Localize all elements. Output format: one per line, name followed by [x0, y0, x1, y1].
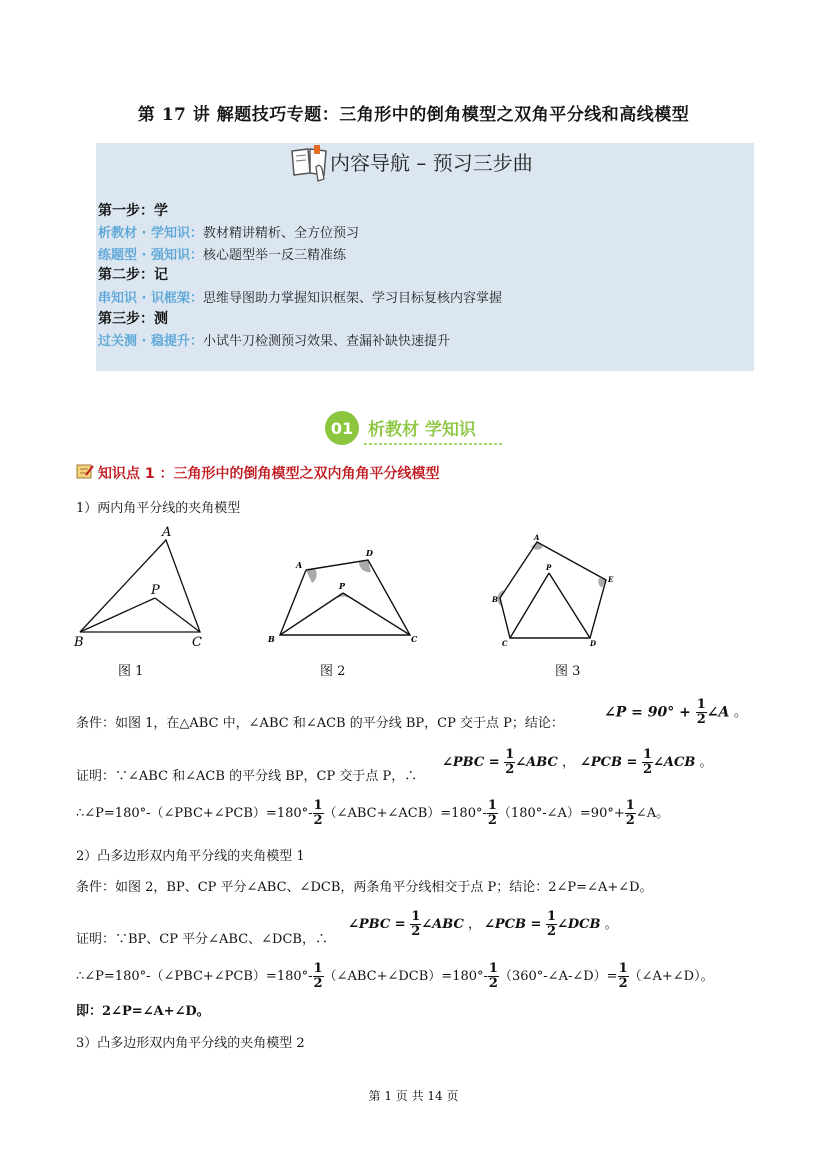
frac-num: 1: [505, 747, 515, 762]
page-title: 第 17 讲 解题技巧专题：三角形中的倒角模型之双角平分线和高线模型: [137, 105, 690, 125]
line-5: 证明：∵BP、CP 平分∠ABC、∠DCB，∴: [76, 932, 328, 947]
frac-den: 2: [313, 976, 323, 991]
section-badge: [322, 410, 512, 454]
l6-a: ∴∠P=180°-（∠PBC+∠PCB）=180°-: [76, 969, 313, 984]
frac-num: 1: [411, 909, 421, 924]
knowledge-point-title: 知识点 1 ：三角形中的倒角模型之双内角角平分线模型: [98, 466, 440, 482]
frac-den: 2: [618, 976, 628, 991]
frac-den: 2: [505, 762, 515, 777]
fraction: [504, 748, 515, 777]
label-A: A: [534, 533, 540, 542]
figure-1: [70, 522, 220, 654]
frac-num: 1: [487, 798, 497, 813]
l6-d: （∠A+∠D）。: [628, 969, 714, 984]
fraction: [618, 962, 629, 991]
label-B: B: [492, 595, 498, 604]
fraction: [625, 799, 636, 828]
line-1: [76, 712, 564, 731]
caption-1: 图 1: [118, 664, 144, 679]
frac-num: 1: [625, 798, 635, 813]
step-1a-val: 教材精讲精析、全方位预习: [203, 226, 360, 241]
frac-num: 1: [546, 909, 556, 924]
step-1b: [98, 244, 346, 263]
model-1-title: 1）两内角平分线的夹角模型: [76, 501, 241, 516]
label-C: C: [411, 634, 418, 644]
step-2-key: 串知识 · 识框架：: [98, 291, 203, 306]
l3-c: （180°-∠A）=90°+: [497, 806, 625, 821]
frac-den: 2: [546, 924, 556, 939]
fraction: [488, 962, 499, 991]
caption-2: 图 2: [320, 664, 346, 679]
step-2-val: 思维导图助力掌握知识框架、学习目标复核内容掌握: [203, 291, 503, 306]
frac-num: 1: [696, 697, 706, 712]
frac-den: 2: [642, 762, 652, 777]
step-3-val: 小试牛刀检测预习效果、查漏补缺快速提升: [203, 334, 451, 349]
step-2: 第二步：记: [98, 267, 168, 283]
f2a-rhs: ∠ABC: [515, 755, 558, 770]
label-D: D: [366, 548, 373, 558]
line-1-text: 条件：如图 1，在△ABC 中，∠ABC 和∠ACB 的平分线 BP，CP 交于点 P；结论：: [76, 716, 564, 731]
l3-b: （∠ABC+∠ACB）=180°-: [323, 806, 487, 821]
label-B: B: [74, 635, 84, 650]
label-D: D: [590, 639, 597, 648]
formula-5b: ∠PCB = $\frac{1}{2}$ ∠DCB 。: [484, 909, 618, 939]
line-4: 条件：如图 2，BP、CP 平分∠ABC、∠DCB，两条角平分线相交于点 P；结论：2∠P=∠A+∠D。: [76, 880, 653, 895]
label-A: A: [162, 525, 172, 540]
step-3a: [98, 330, 450, 349]
label-C: C: [502, 639, 508, 648]
f5a-rhs: ∠ABC: [421, 917, 464, 932]
step-1a: [98, 222, 359, 241]
formula-1-lhs: ∠P = 90° +: [604, 704, 696, 721]
f2b-lhs: ∠PCB =: [580, 755, 642, 770]
frac-den: 2: [313, 813, 323, 828]
frac-num: 1: [618, 961, 628, 976]
fraction: [487, 799, 498, 828]
line-3: [76, 799, 669, 828]
step-2a: [98, 287, 502, 306]
fraction: [546, 910, 557, 939]
frac-den: 2: [696, 712, 706, 727]
frac-num: 1: [488, 961, 498, 976]
label-P: P: [339, 581, 346, 591]
f5a-lhs: ∠PBC =: [348, 917, 411, 932]
frac-den: 2: [487, 813, 497, 828]
caption-3: 图 3: [555, 664, 581, 679]
section-num: 01: [330, 419, 354, 438]
l6-c: （360°-∠A-∠D）=: [498, 969, 618, 984]
l6-b: （∠ABC+∠DCB）=180°-: [323, 969, 488, 984]
page-footer: 第 1 页 共 14 页: [368, 1089, 459, 1103]
label-E: E: [608, 575, 614, 584]
formula-5a: ∠PBC = $\frac{1}{2}$ ∠ABC ，: [348, 909, 481, 939]
line-6: [76, 962, 714, 991]
label-P: P: [546, 563, 552, 572]
fraction: [313, 799, 324, 828]
section-label: 析教材 学知识: [368, 420, 476, 440]
frac-den: 2: [488, 976, 498, 991]
formula-1: ∠P = 90° + $\frac{1}{2}$ ∠A 。: [604, 697, 748, 727]
f2a-lhs: ∠PBC =: [442, 755, 505, 770]
l3-d: ∠A。: [635, 806, 670, 821]
model-2-title: 2）凸多边形双内角平分线的夹角模型 1: [76, 849, 305, 864]
line-2: 证明：∵∠ABC 和∠ACB 的平分线 BP，CP 交于点 P，∴: [76, 769, 418, 784]
fraction: [696, 698, 707, 727]
fraction: [410, 910, 421, 939]
figure-3: [480, 530, 620, 659]
label-A: A: [296, 560, 303, 570]
label-P: P: [151, 583, 160, 598]
line-7: 即：2∠P=∠A+∠D。: [76, 1004, 210, 1019]
step-3: 第三步：测: [98, 311, 168, 327]
label-B: B: [268, 634, 275, 644]
formula-2b: ∠PCB = $\frac{1}{2}$ ∠ACB 。: [580, 747, 713, 777]
formula-1-rhs: ∠A: [706, 704, 730, 721]
frac-num: 1: [642, 747, 652, 762]
f2b-rhs: ∠ACB: [653, 755, 696, 770]
step-3-key: 过关测 · 稳提升：: [98, 334, 203, 349]
f5b-rhs: ∠DCB: [557, 917, 601, 932]
step-1: 第一步：学: [98, 203, 168, 219]
frac-den: 2: [411, 924, 421, 939]
step-1b-key: 练题型 · 强知识：: [98, 248, 203, 263]
step-1b-val: 核心题型举一反三精准练: [203, 248, 347, 263]
frac-den: 2: [625, 813, 635, 828]
fraction: [313, 962, 324, 991]
model-3-title: 3）凸多边形双内角平分线的夹角模型 2: [76, 1036, 305, 1051]
nav-title: 内容导航 – 预习三步曲: [330, 151, 533, 175]
formula-2a: ∠PBC = $\frac{1}{2}$ ∠ABC ，: [442, 747, 575, 777]
f5b-lhs: ∠PCB =: [484, 917, 546, 932]
book-hand-icon: [288, 143, 332, 187]
l3-a: ∴∠P=180°-（∠PBC+∠PCB）=180°-: [76, 806, 313, 821]
frac-num: 1: [313, 798, 323, 813]
step-1a-key: 析教材 · 学知识：: [98, 226, 203, 241]
frac-num: 1: [313, 961, 323, 976]
fraction: [642, 748, 653, 777]
note-icon: [76, 463, 94, 483]
figure-2: [262, 540, 427, 654]
label-C: C: [192, 635, 202, 650]
